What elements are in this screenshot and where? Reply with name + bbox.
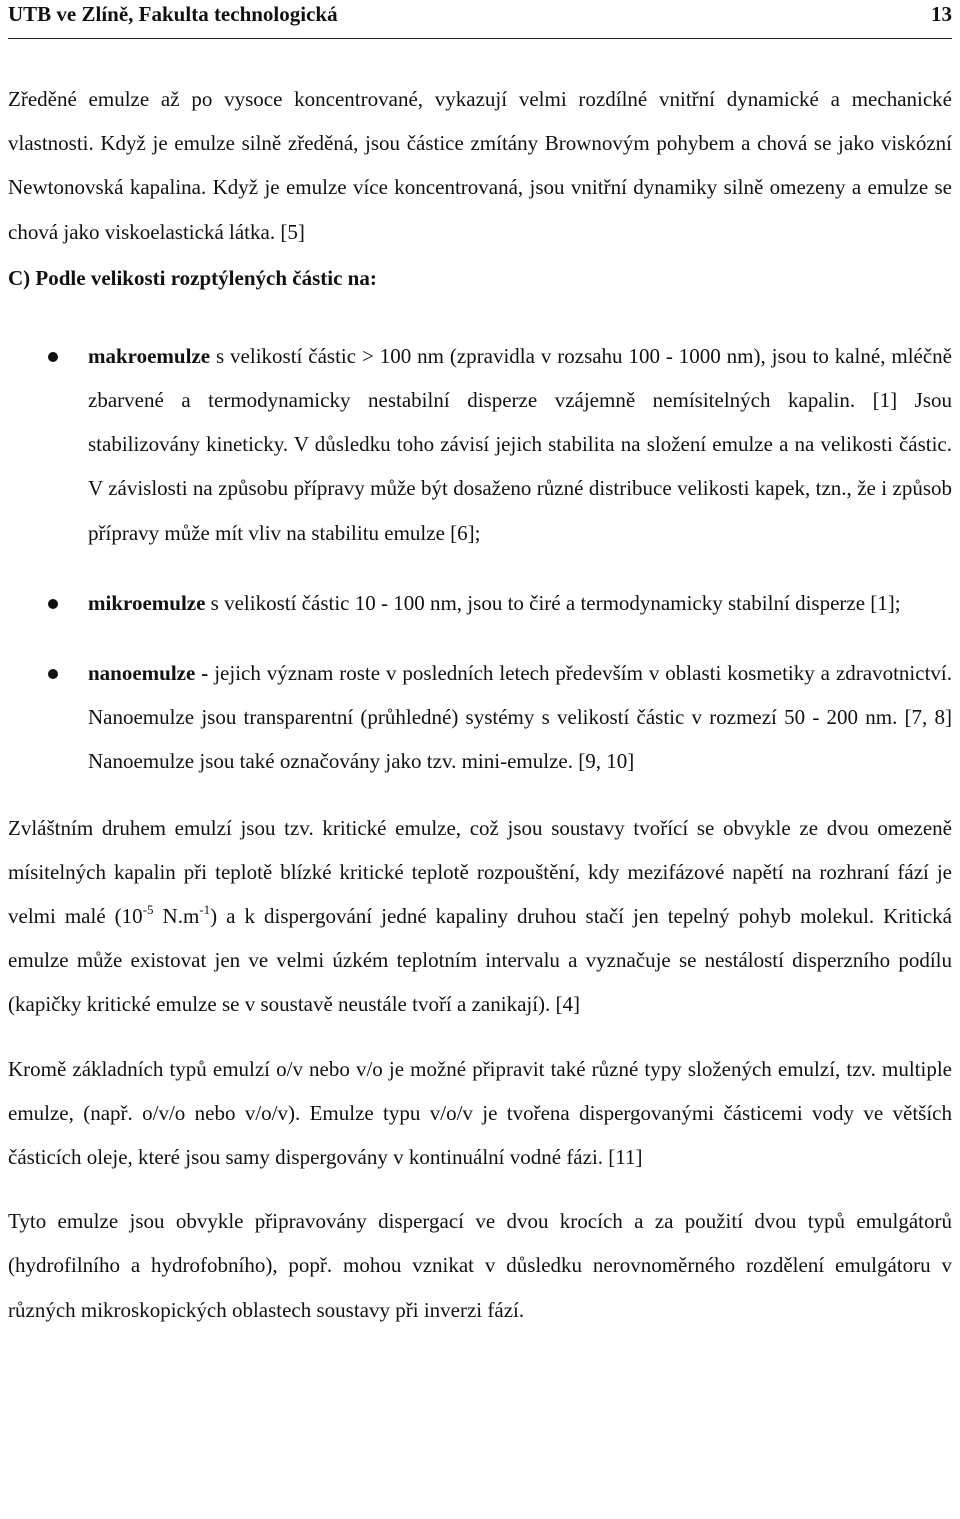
critical-emulsions-text-3: ) a k dispergování jedné kapaliny druhou stačí jen tepelný pohyb molekul. Kritická emulze může existovat jen ve velmi úzkém teplotním intervalu a vyznačuje se nestálostí disperzního podílu (kapičky kritické emulze se v soustavě neustále tvoří a zanikají). [4] [8,904,952,1017]
list-item-makroemulze [8,334,952,555]
section-c-heading: C) Podle velikosti rozptýlených částic na: [8,265,377,290]
list-item-text: jejich význam roste v posledních letech především v oblasti kosmetiky a zdravotnictví. Nanoemulze jsou transparentní (průhledné) systémy s velikostí částic v rozmezí 50 - 200 nm. [7, 8] Nanoemulze jsou také označovány jako tzv. mini-emulze. [9, 10] [88,661,952,774]
header-school-name: UTB ve Zlíně, Fakulta technologická [8,2,338,26]
paragraph-multiple-emulsions: Kromě základních typů emulzí o/v nebo v/o je možné připravit také různé typy složených emulzí, tzv. multiple emulze, (např. o/v/o nebo v/o/v). Emulze typu v/o/v je tvořena dispergovanými částicemi vody ve větších částicích oleje, které jsou samy dispergovány v kontinuální vodné fázi. [11] [8,1056,952,1170]
bullet-icon [48,352,58,362]
paragraph-critical-emulsions [8,806,952,1027]
term-nanoemulze: nanoemulze - [88,661,209,686]
list-item-text: s velikostí částic 10 - 100 nm, jsou to čiré a termodynamicky stabilní disperze [1]; [205,590,901,615]
critical-emulsions-text-2: N.m [153,904,200,929]
page-header [8,0,952,39]
list-item-text: s velikostí částic > 100 nm (zpravidla v rozsahu 100 - 1000 nm), jsou to kalné, mléčně zbarvené a termodynamicky nestabilní disperze vzájemně nemísitelných kapalin. [1] Jsou stabilizovány kineticky. V důsledku toho závisí jejich stabilita na složení emulze a na velikosti částic. V závislosti na způsobu přípravy může být dosaženo různé distribuce velikosti kapek, tzn., že i způsob přípravy může mít vliv na stabilitu emulze [6]; [88,343,952,545]
list-item-mikroemulze [8,581,952,625]
emulsion-types-list [8,334,952,784]
paragraph-preparation: Tyto emulze jsou obvykle připravovány dispergací ve dvou krocích a za použití dvou typů emulgátorů (hydrofilního a hydrofobního), popř. mohou vznikat v důsledku nerovnoměrného rozdělení emulgátoru v různých mikroskopických oblastech soustavy při inverzi fází. [8,1209,952,1322]
paragraph-dilution-properties: Zředěné emulze až po vysoce koncentrované, vykazují velmi rozdílné vnitřní dynamické a mechanické vlastnosti. Když je emulze silně zředěná, jsou částice zmítány Brownovým pohybem a chová se jako viskózní Newtonovská kapalina. Když je emulze více koncentrovaná, jsou vnitřní dynamiky silně omezeny a emulze se chová jako viskoelastická látka. [5] [8,87,952,244]
list-item-nanoemulze [8,651,952,784]
critical-emulsions-text-1: Zvláštním druhem emulzí jsou tzv. kritické emulze, což jsou soustavy tvořící se obvykle ze dvou omezeně mísitelných kapalin při teplotě blízké kritické teplotě rozpouštění, kdy mezifázové napětí na rozhraní fází je velmi malé (10 [8,815,952,929]
bullet-icon [48,669,58,679]
page-number: 13 [931,2,952,26]
bullet-icon [48,599,58,609]
exponent-1: -5 [142,902,154,918]
term-makroemulze: makroemulze [88,343,211,368]
exponent-2: -1 [199,902,211,918]
document-page [8,0,952,1332]
term-mikroemulze: mikroemulze [88,590,206,615]
